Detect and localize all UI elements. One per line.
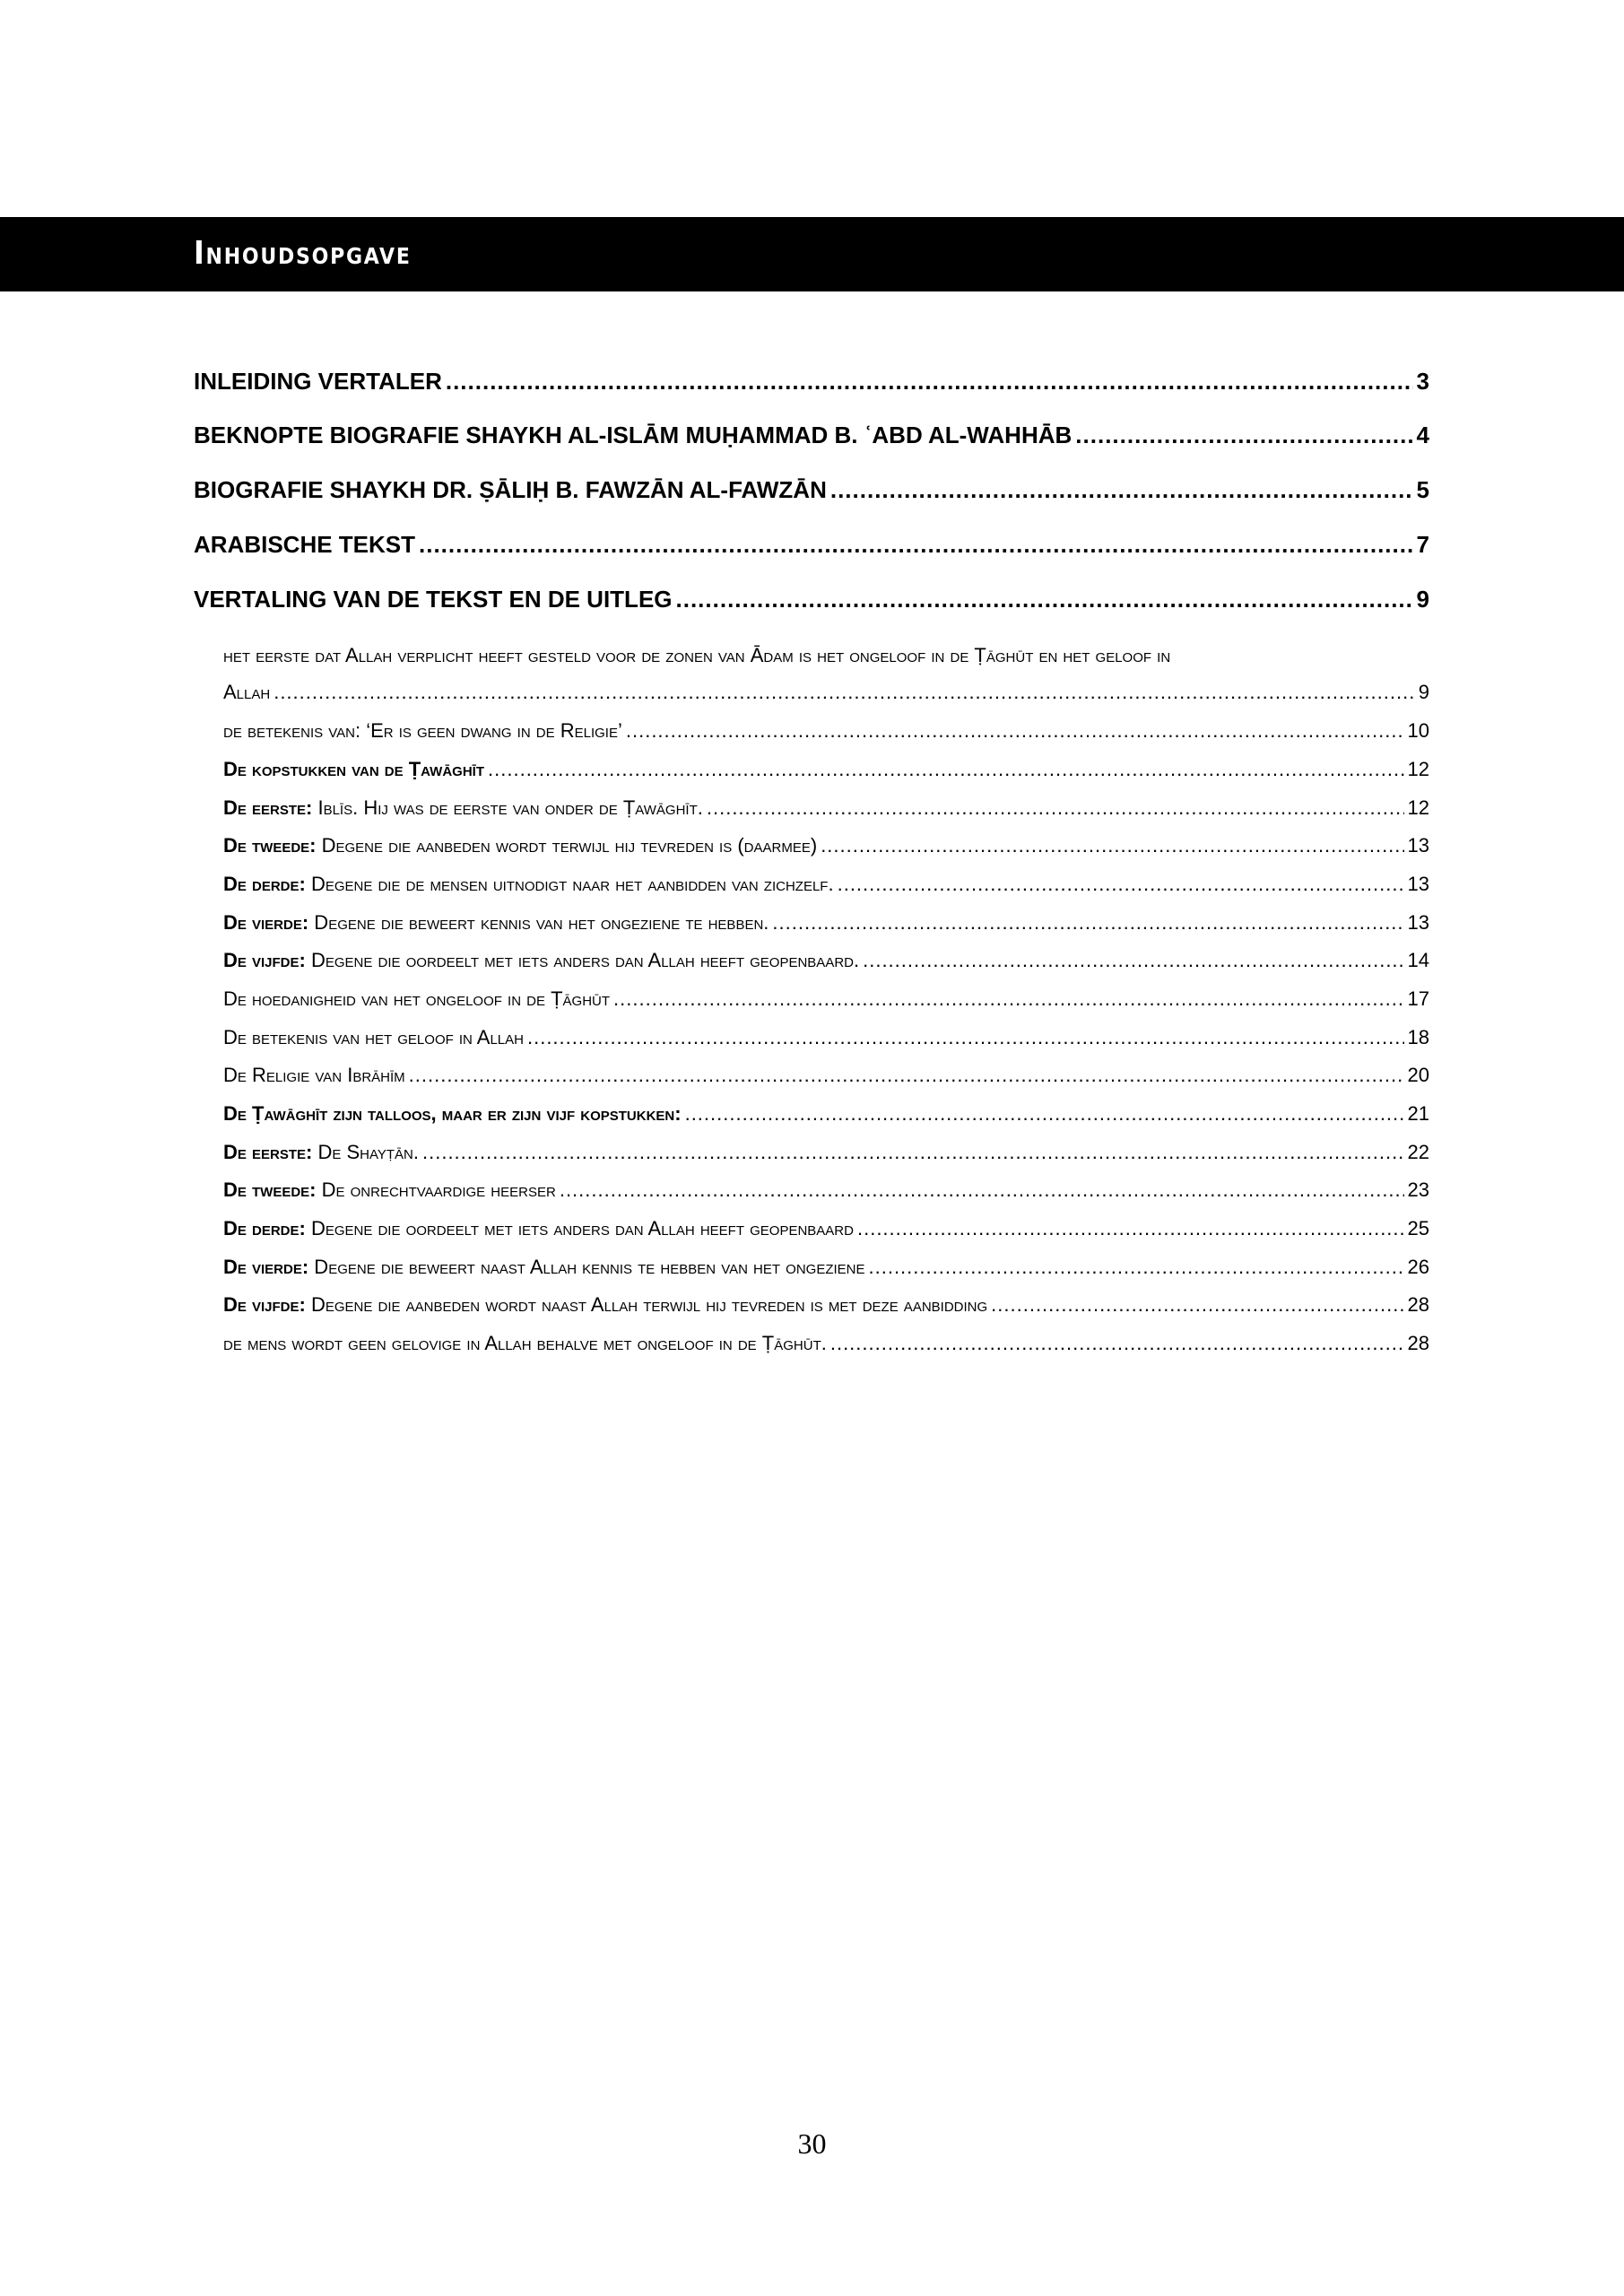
toc-entry-page: 13 [1407,873,1429,895]
toc-entry-label: het eerste dat Allah verplicht heeft gesteld voor de zonen van Ādam is het ongeloof in de Ṭāghūt en het geloof in [223,644,1171,666]
toc-entry-page: 28 [1407,1293,1429,1316]
toc-subentry[interactable] [223,719,1429,743]
toc-entry-bold-prefix: De kopstukken van de Ṭawāghīt [223,758,485,780]
toc-entry-page: 26 [1407,1256,1429,1278]
toc-entry-page: 21 [1407,1102,1429,1125]
toc-entry-text: Degene die de mensen uitnodigt naar het aanbidden van zichzelf. [305,873,834,895]
toc-entry-bold-prefix: De vijfde: [223,949,306,971]
toc-entry-label [223,834,817,857]
toc-dot-leader [676,586,1413,613]
toc-subentry[interactable] [223,1026,1429,1049]
toc-entry-label: INLEIDING VERTALER [194,368,442,395]
toc-entry-label [223,1217,854,1240]
toc-entry-page: 7 [1416,531,1429,558]
toc-entry-page: 10 [1407,719,1429,742]
toc-dot-leader [422,1141,1404,1164]
toc-entry-inleiding-vertaler[interactable] [194,368,1429,396]
toc-entry-label [223,911,769,935]
toc-entry-page: 13 [1407,911,1429,934]
toc-subentry-eerste-verplicht[interactable] [223,681,1429,704]
toc-entry-page: 23 [1407,1178,1429,1201]
toc-dot-leader [613,987,1403,1011]
toc-entry-page: 9 [1416,586,1429,613]
toc-entry-label [223,1141,419,1164]
toc-entry-page: 12 [1407,796,1429,819]
toc-entry-page: 25 [1407,1217,1429,1239]
page-number: 30 [797,2127,827,2160]
toc-entry-bold-prefix: De Ṭawāghīt zijn talloos, maar er zijn vijf kopstukken: [223,1102,682,1125]
toc-entry-biografie-fawzan[interactable] [194,476,1429,504]
toc-entry-page: 9 [1418,681,1429,703]
toc-dot-leader [772,911,1403,935]
toc-entry-label [223,719,622,743]
toc-entry-label: BIOGRAFIE SHAYKH DR. ṢĀLIḤ B. FAWZĀN AL-FAWZĀN [194,476,827,503]
toc-entry-vertaling[interactable] [194,586,1429,613]
toc-dot-leader [488,758,1404,781]
toc-subentry[interactable] [223,873,1429,896]
header-banner [0,217,1624,291]
toc-subentry[interactable] [223,796,1429,820]
toc-entry-bold-prefix: De vierde: [223,911,309,934]
toc-subentry[interactable] [223,911,1429,935]
toc-dot-leader [857,1217,1404,1240]
toc-entry-text: Degene die oordeelt met iets anders dan Allah heeft geopenbaard [305,1217,854,1239]
toc-entry-label [223,1256,865,1279]
toc-entry-label [223,1178,556,1202]
toc-entry-label [223,796,703,820]
toc-entry-text: De hoedanigheid van het ongeloof in de Ṭāghūt [223,987,611,1010]
toc-subentry[interactable] [223,1293,1429,1317]
toc-dot-leader [869,1256,1404,1279]
toc-subentry[interactable] [223,949,1429,972]
toc-entry-page: 4 [1416,422,1429,448]
toc-entry-text: de betekenis van: ‘Er is geen dwang in de Religie’ [223,719,622,742]
toc-entry-label [223,1332,827,1355]
toc-entry-bold-prefix: De eerste: [223,1141,313,1163]
toc-entry-label [223,1293,987,1317]
toc-entry-label: BEKNOPTE BIOGRAFIE SHAYKH AL-ISLĀM MUḤAMMAD B. ʿABD AL-WAHHĀB [194,422,1073,448]
toc-entry-page: 3 [1416,368,1429,395]
toc-entry-label [223,1064,405,1087]
toc-dot-leader [830,1332,1404,1355]
toc-subentry[interactable] [223,987,1429,1011]
toc-subentry[interactable] [223,1178,1429,1202]
toc-entry-text: Degene die beweert naast Allah kennis te hebben van het ongeziene [308,1256,865,1278]
toc-dot-leader [707,796,1404,820]
toc-dot-leader [626,719,1404,743]
toc-subentry[interactable] [223,1141,1429,1164]
toc-subentry[interactable] [223,758,1429,781]
toc-entry-text: de mens wordt geen gelovige in Allah behalve met ongeloof in de Ṭāghūt. [223,1332,827,1354]
toc-entry-label [223,873,834,896]
toc-entry-label: VERTALING VAN DE TEKST EN DE UITLEG [194,586,673,613]
toc-dot-leader [991,1293,1403,1317]
toc-entry-page: 13 [1407,834,1429,857]
toc-entry-text: Degene die beweert kennis van het ongeziene te hebben. [308,911,769,934]
toc-dot-leader [419,531,1413,559]
toc-subentry[interactable] [223,1102,1429,1126]
toc-entry-text: De onrechtvaardige heerser [316,1178,556,1201]
toc-entry-label [223,1026,524,1049]
toc-subentry[interactable] [223,1217,1429,1240]
toc-dot-leader [685,1102,1404,1126]
toc-entry-bold-prefix: De vierde: [223,1256,309,1278]
toc-entry-page: 20 [1407,1064,1429,1086]
toc-dot-leader [821,834,1403,857]
toc-entry-bold-prefix: De derde: [223,1217,306,1239]
toc-dot-leader [863,949,1403,972]
toc-entry-text: De Shayṭān. [312,1141,419,1163]
toc-entry-text: Iblīs. Hij was de eerste van onder de Ṭawāghīt. [312,796,703,819]
toc-entry-bold-prefix: De vijfde: [223,1293,306,1316]
toc-subentry[interactable] [223,1256,1429,1279]
toc-entry-page: 22 [1407,1141,1429,1163]
toc-entry-text: Degene die oordeelt met iets anders dan Allah heeft geopenbaard. [305,949,860,971]
toc-entry-page: 14 [1407,949,1429,971]
toc-entry-bold-prefix: De tweede: [223,834,317,857]
toc-dot-leader [446,368,1413,396]
toc-entry-page: 28 [1407,1332,1429,1354]
toc-subentry[interactable] [223,1064,1429,1087]
toc-dot-leader [560,1178,1404,1202]
toc-entry-text: Degene die aanbeden wordt terwijl hij tevreden is (daarmee) [316,834,818,857]
toc-dot-leader [527,1026,1404,1049]
toc-entry-label [223,1102,682,1126]
toc-entry-label: Allah [223,681,271,703]
toc-dot-leader [830,476,1413,504]
toc-entry-label: ARABISCHE TEKST [194,531,416,558]
toc-subentry[interactable] [223,834,1429,857]
toc-subentry-wrapped-line[interactable] [223,644,1429,667]
toc-entry-page: 12 [1407,758,1429,780]
toc-entry-text: Degene die aanbeden wordt naast Allah terwijl hij tevreden is met deze aanbidding [305,1293,988,1316]
toc-entry-page: 18 [1407,1026,1429,1048]
toc-entry-bold-prefix: De derde: [223,873,306,895]
toc-entry-arabische-tekst[interactable] [194,531,1429,559]
toc-entry-page: 17 [1407,987,1429,1010]
page-title: Inhoudsopgave [194,235,412,272]
toc-entry-label [223,987,610,1011]
toc-dot-leader [274,681,1415,704]
toc-entry-beknopte-biografie[interactable] [194,422,1429,449]
toc-entry-bold-prefix: De tweede: [223,1178,317,1201]
toc-dot-leader [409,1064,1404,1087]
toc-subentry[interactable] [223,1332,1429,1355]
toc-entry-text: De Religie van Ibrāhīm [223,1064,405,1086]
toc-entry-page: 5 [1416,476,1429,503]
toc-dot-leader [1075,422,1412,449]
toc-entry-text: De betekenis van het geloof in Allah [223,1026,524,1048]
toc-entry-label [223,758,484,781]
toc-entry-label [223,949,859,972]
toc-entry-bold-prefix: De eerste: [223,796,313,819]
toc-dot-leader [838,873,1404,896]
